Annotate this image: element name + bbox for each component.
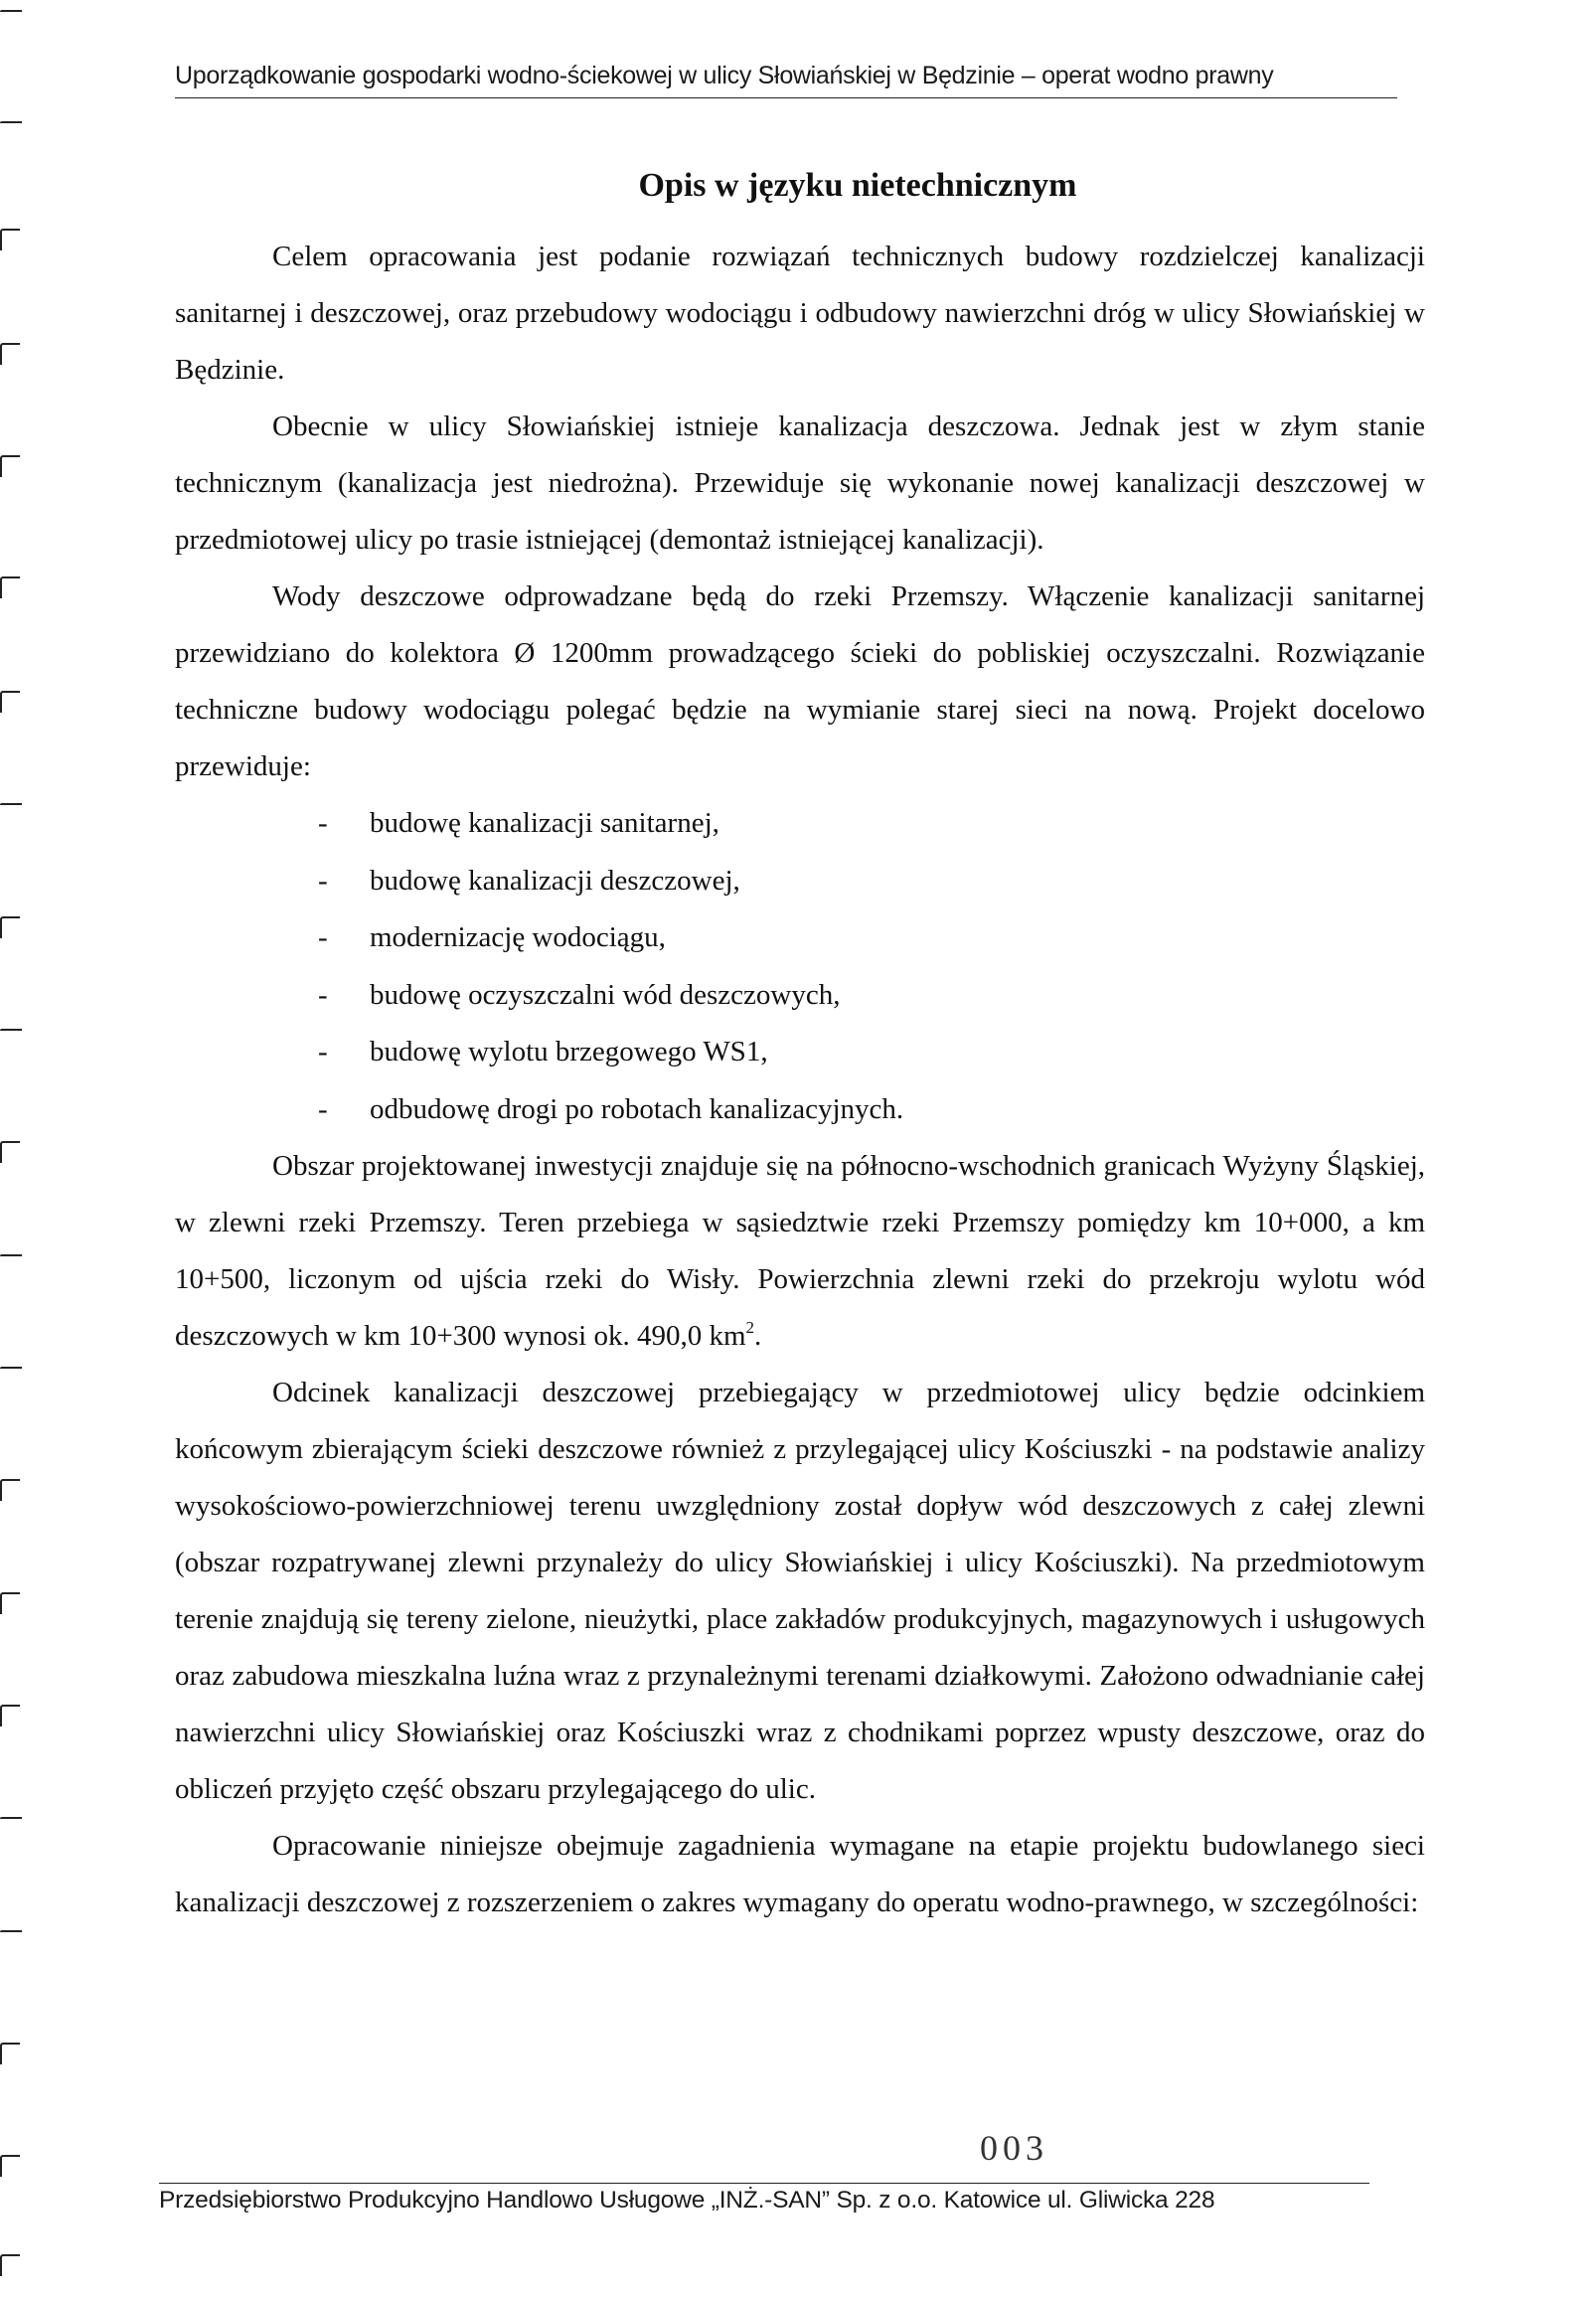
binder-mark — [0, 1817, 22, 1819]
binder-mark — [0, 803, 22, 805]
header-divider — [175, 97, 1397, 98]
binder-mark — [0, 1705, 20, 1726]
binder-mark — [0, 229, 20, 250]
binder-mark — [0, 576, 20, 598]
list-dash: - — [318, 864, 328, 897]
list-item: - budowę kanalizacji sanitarnej, — [318, 795, 1425, 853]
list-dash: - — [318, 921, 328, 953]
binder-mark — [0, 1029, 22, 1031]
list-dash: - — [318, 807, 328, 839]
binder-mark — [0, 691, 20, 713]
list-dash: - — [318, 1036, 328, 1067]
binder-mark — [0, 121, 22, 123]
binder-mark — [0, 1930, 22, 1932]
document-title: Opis w języku nietechnicznym — [638, 167, 1077, 204]
paragraph-purpose: Celem opracowania jest podanie rozwiązań technicznych budowy rozdzielczej kanalizacji sanitarnej i deszczowej, oraz przebudowy wodociągu i odbudowy nawierzchni dróg w ulicy Słowiańskiej w Będzinie. — [175, 241, 1425, 386]
paragraph-drainage: Wody deszczowe odprowadzane będą do rzeki Przemszy. Włączenie kanalizacji sanitarnej przewidziano do kolektora Ø 1200mm prowadzącego ścieki do pobliskiej oczyszczalni. Rozwiązanie techniczne budowy wodociągu polegać będzie na wymianie starej sieci na nową. Projekt docelowo przewiduje: — [175, 580, 1425, 782]
list-item: - budowę oczyszczalni wód deszczowych, — [318, 967, 1425, 1025]
running-header: Uporządkowanie gospodarki wodno-ściekowej w ulicy Słowiańskiej w Będzinie – operat wodno prawny — [175, 62, 1274, 89]
list-item: - odbudowę drogi po robotach kanalizacyjnych. — [318, 1081, 1425, 1139]
list-dash: - — [318, 1092, 328, 1125]
binder-mark — [0, 455, 20, 477]
binder-mark — [0, 1367, 22, 1369]
binder-mark — [0, 1479, 20, 1501]
project-scope-list — [175, 795, 1425, 1138]
binder-mark — [0, 343, 20, 365]
binder-mark — [0, 2043, 20, 2064]
binder-mark — [0, 10, 22, 12]
footer-divider — [159, 2183, 1369, 2184]
list-dash: - — [318, 978, 328, 1011]
list-item: - budowę kanalizacji deszczowej, — [318, 853, 1425, 910]
binder-mark — [0, 2254, 20, 2276]
binder-mark — [0, 1141, 20, 1163]
page-number: 003 — [980, 2128, 1048, 2168]
binder-mark — [0, 2155, 20, 2177]
company-footer: Przedsiębiorstwo Produkcyjno Handlowo Usługowe „INŻ.-SAN” Sp. z o.o. Katowice ul. Gliwicka 228 — [159, 2187, 1215, 2214]
paragraph-catchment: Odcinek kanalizacji deszczowej przebiegający w przedmiotowej ulicy będzie odcinkiem końcowym zbierającym ścieki deszczowe również z przylegającej ulicy Kościuszki - na podstawie analizy wysokościowo-powierzchniowej terenu uwzględniony został dopływ wód deszczowych z całej zlewni (obszar rozpatrywanej zlewni przynależy do ulicy Słowiańskiej i ulicy Kościuszki). Na przedmiotowym terenie znajdują się tereny zielone, nieużytki, place zakładów produkcyjnych, magazynowych i usługowych oraz zabudowa mieszkalna luźna wraz z przynależnymi terenami działkowymi. Założono odwadnianie całej nawierzchni ulicy Słowiańskiej oraz Kościuszki wraz z chodnikami poprzez wpusty deszczowe, oraz do obliczeń przyjęto część obszaru przylegającego do ulic. — [175, 1377, 1425, 1805]
binder-mark — [0, 916, 20, 938]
paragraph-current-state: Obecnie w ulicy Słowiańskiej istnieje kanalizacja deszczowa. Jednak jest w złym stanie technicznym (kanalizacja jest niedrożna). Przewiduje się wykonanie nowej kanalizacji deszczowej w przedmiotowej ulicy po trasie istniejącej (demontaż istniejącej kanalizacji). — [175, 410, 1425, 556]
binder-mark — [0, 1592, 20, 1614]
paragraph-location: Obszar projektowanej inwestycji znajduje się na północno-wschodnich granicach Wyżyny Śląskiej, w zlewni rzeki Przemszy. Teren przebiega w sąsiedztwie rzeki Przemszy pomiędzy km 10+000, a km 10+500, liczonym od ujścia rzeki do Wisły. Powierzchnia zlewni rzeki do przekroju wylotu wód deszczowych w km 10+300 wynosi ok. 490,0 $km^2$. — [175, 1150, 1425, 1352]
binder-mark — [0, 1254, 22, 1256]
paragraph-scope: Opracowanie niniejsze obejmuje zagadnienia wymagane na etapie projektu budowlanego sieci kanalizacji deszczowej z rozszerzeniem o zakres wymagany do operatu wodno-prawnego, w szczególności: — [175, 1830, 1425, 1918]
list-item: - budowę wylotu brzegowego WS1, — [318, 1024, 1425, 1081]
list-item: - modernizację wodociągu, — [318, 909, 1425, 967]
document-body — [175, 229, 1425, 1931]
